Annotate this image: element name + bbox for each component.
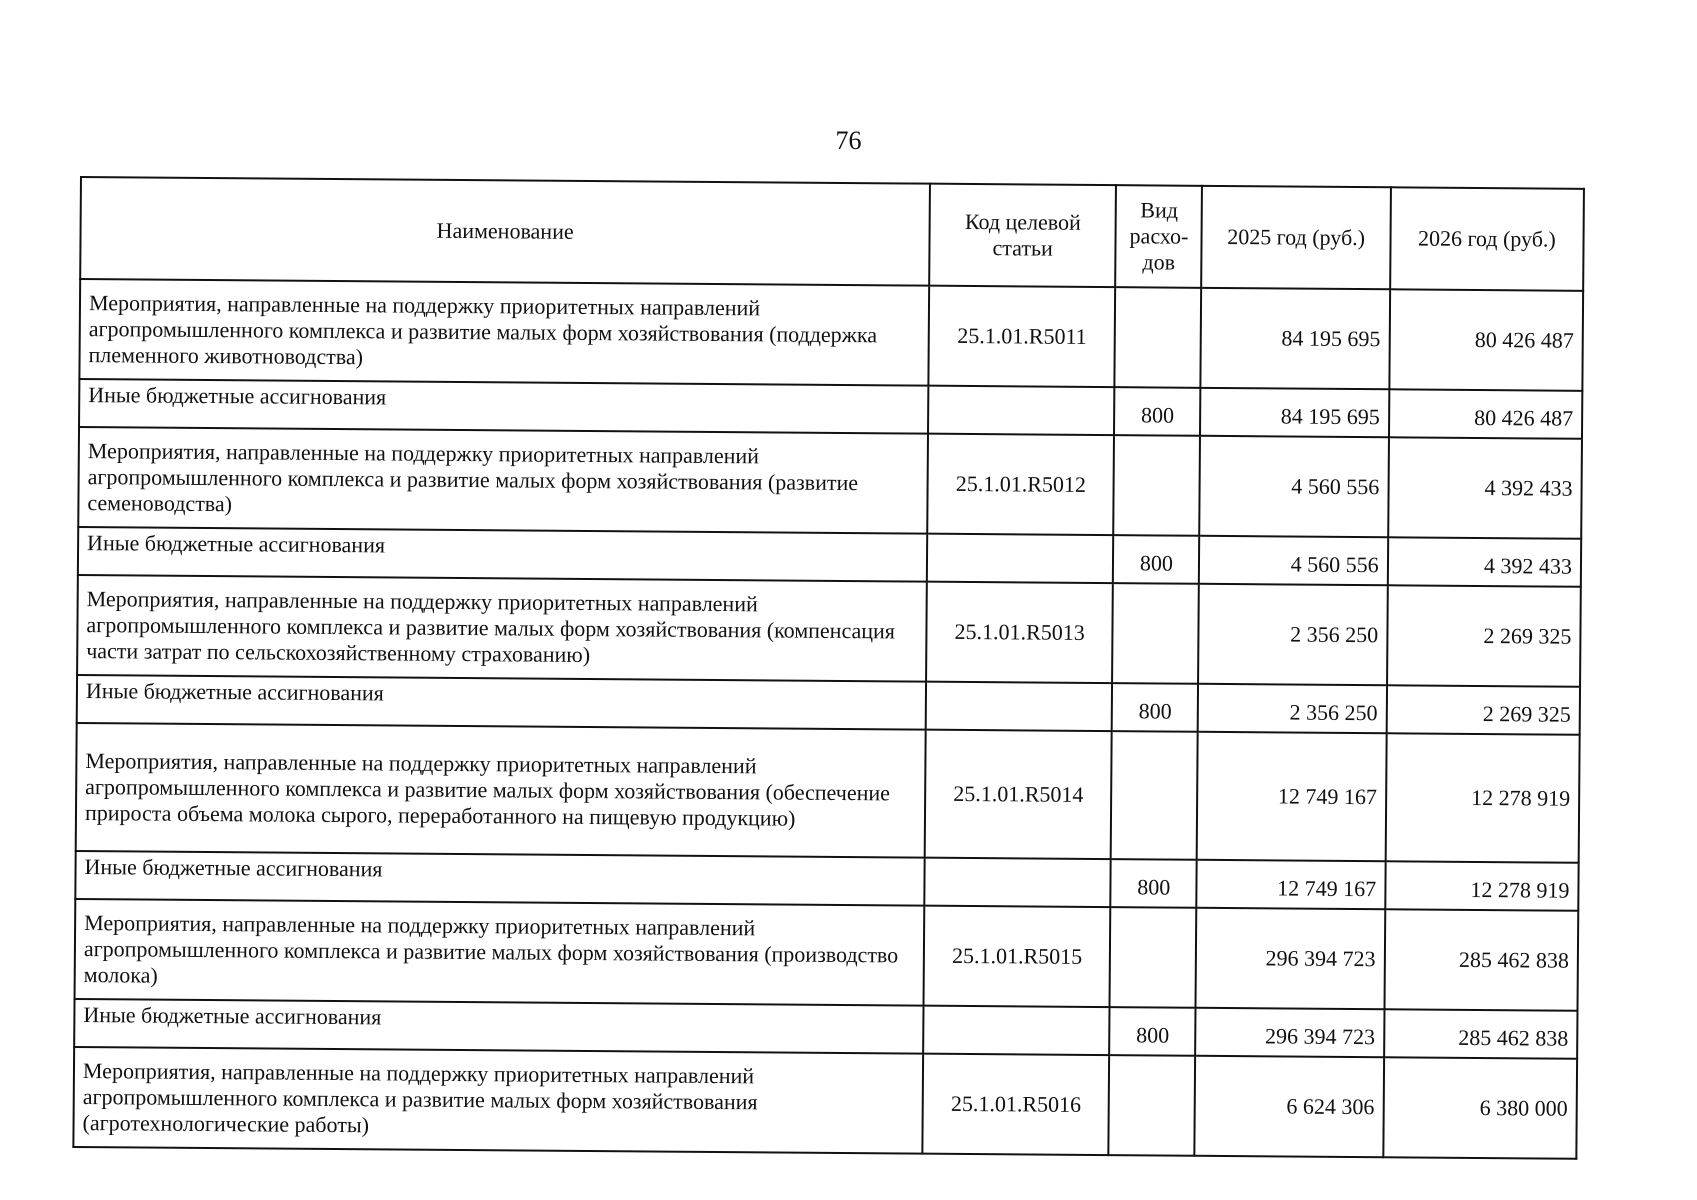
row-name: Иные бюджетные ассигнования	[77, 675, 926, 730]
row-name: Иные бюджетные ассигнования	[74, 999, 923, 1054]
budget-table	[72, 176, 1585, 1160]
row-code: 25.1.01.R5012	[927, 434, 1114, 535]
header-name: Наименование	[80, 177, 930, 286]
row-expense-type	[1109, 1055, 1196, 1156]
row-amount-2026: 80 426 487	[1389, 389, 1583, 439]
row-name: Мероприятия, направленные на поддержку приоритетных направлений агропромышленного комплекса и развитие малых форм хозяйствования (производство молока)	[75, 899, 925, 1006]
header-year-2025: 2025 год (руб.)	[1202, 186, 1391, 289]
row-code	[923, 1006, 1110, 1055]
header-year-2026: 2026 год (руб.)	[1390, 187, 1584, 291]
row-amount-2025: 296 394 723	[1196, 908, 1385, 1009]
table-header-row	[80, 177, 1584, 291]
row-expense-type	[1111, 731, 1198, 860]
row-amount-2025: 2 356 250	[1199, 584, 1388, 685]
table-row	[77, 575, 1581, 687]
row-amount-2026: 6 380 000	[1383, 1057, 1577, 1159]
row-code	[926, 682, 1113, 731]
row-name: Мероприятия, направленные на поддержку приоритетных направлений агропромышленного комплекса и развитие малых форм хозяйствования (обеспечение прироста объема молока сырого, переработанного на пищевую продукцию)	[76, 723, 926, 858]
row-amount-2026: 12 278 919	[1385, 733, 1579, 863]
row-amount-2026: 2 269 325	[1386, 685, 1580, 735]
row-expense-type: 800	[1111, 859, 1197, 908]
row-name: Мероприятия, направленные на поддержку приоритетных направлений агропромышленного комплекса и развитие малых форм хозяйствования (агротехнологические работы)	[73, 1047, 923, 1154]
row-name: Иные бюджетные ассигнования	[78, 527, 927, 582]
row-amount-2025: 12 749 167	[1197, 732, 1386, 861]
row-amount-2026: 285 462 838	[1384, 1009, 1578, 1059]
row-code: 25.1.01.R5011	[929, 286, 1116, 387]
table-row	[78, 427, 1582, 539]
row-expense-type: 800	[1109, 1007, 1195, 1056]
table-row	[73, 1047, 1577, 1159]
row-amount-2025: 84 195 695	[1200, 388, 1389, 437]
row-code	[924, 858, 1111, 907]
table-row	[79, 279, 1583, 391]
row-name: Мероприятия, направленные на поддержку приоритетных направлений агропромышленного комплекса и развитие малых форм хозяйствования (развитие семеноводства)	[78, 427, 928, 534]
row-expense-type: 800	[1114, 387, 1200, 436]
row-name: Иные бюджетные ассигнования	[75, 851, 924, 906]
row-expense-type	[1115, 287, 1202, 388]
row-expense-type	[1110, 907, 1197, 1008]
row-code: 25.1.01.R5016	[922, 1054, 1109, 1155]
row-code: 25.1.01.R5015	[924, 906, 1111, 1007]
row-amount-2026: 4 392 433	[1388, 537, 1582, 587]
row-expense-type: 800	[1112, 683, 1198, 732]
row-amount-2026: 4 392 433	[1388, 437, 1582, 539]
row-amount-2025: 4 560 556	[1200, 436, 1389, 537]
row-code: 25.1.01.R5013	[926, 582, 1113, 683]
row-expense-type: 800	[1113, 535, 1199, 584]
row-amount-2025: 2 356 250	[1198, 684, 1387, 733]
header-code: Код целевой статьи	[929, 184, 1116, 287]
table-row	[75, 899, 1579, 1011]
row-expense-type	[1112, 583, 1199, 684]
row-amount-2025: 84 195 695	[1201, 288, 1390, 389]
row-code	[928, 386, 1115, 435]
row-name: Иные бюджетные ассигнования	[79, 379, 928, 434]
row-code: 25.1.01.R5014	[925, 730, 1112, 859]
row-name: Мероприятия, направленные на поддержку приоритетных направлений агропромышленного комплекса и развитие малых форм хозяйствования (компенсация части затрат по сельскохозяйственному страхованию)	[77, 575, 927, 682]
row-amount-2026: 285 462 838	[1384, 909, 1578, 1011]
row-amount-2026: 80 426 487	[1389, 289, 1583, 391]
row-amount-2026: 12 278 919	[1385, 861, 1579, 911]
row-expense-type	[1114, 435, 1201, 536]
page-number: 76	[835, 126, 862, 155]
row-name: Мероприятия, направленные на поддержку приоритетных направлений агропромышленного комплекса и развитие малых форм хозяйствования (поддержка племенного животноводства)	[79, 279, 929, 386]
header-expense-type: Вид расхо-дов	[1116, 185, 1203, 288]
row-amount-2025: 4 560 556	[1199, 536, 1388, 585]
row-amount-2025: 12 749 167	[1197, 860, 1386, 909]
row-amount-2025: 296 394 723	[1196, 1008, 1385, 1057]
row-amount-2026: 2 269 325	[1387, 585, 1581, 687]
row-code	[927, 534, 1114, 583]
row-amount-2025: 6 624 306	[1195, 1056, 1384, 1157]
table-row	[76, 723, 1580, 863]
